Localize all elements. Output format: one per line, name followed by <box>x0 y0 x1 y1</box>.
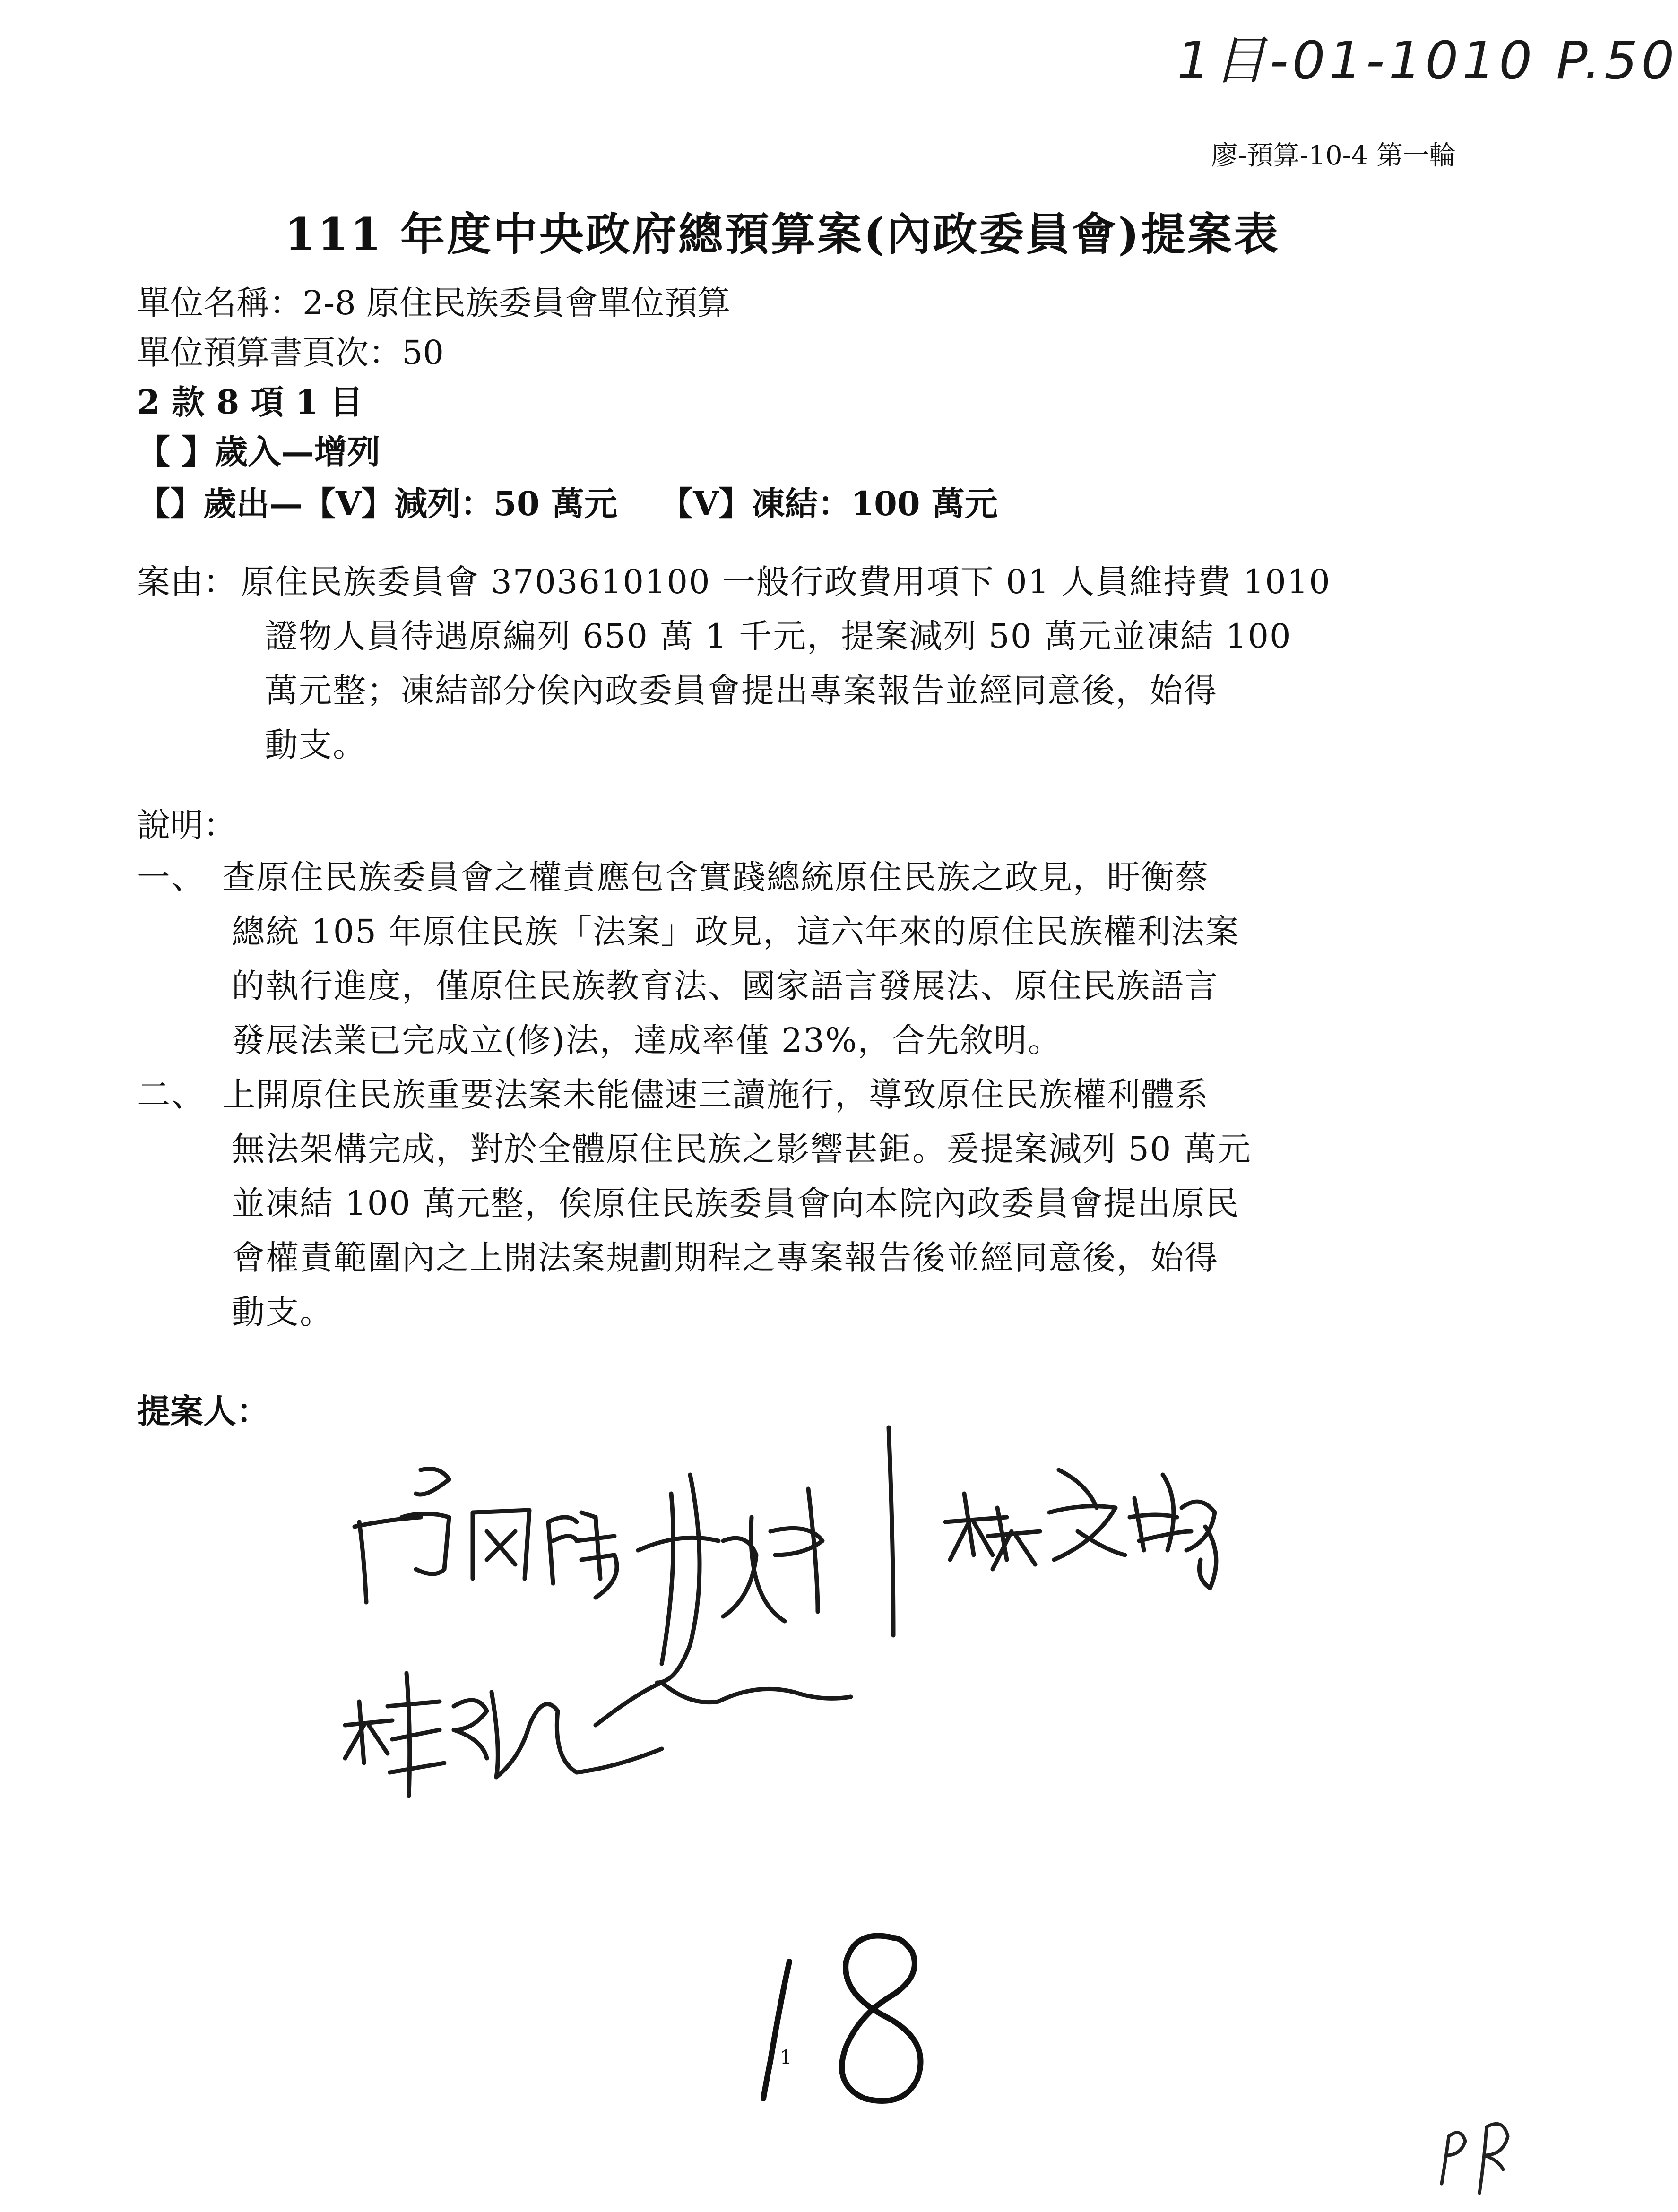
handwritten-signatures <box>331 1399 1371 1848</box>
explanation-line: 總統 105 年原住民族「法案」政見，這六年來的原住民族權利法案 <box>232 912 1240 951</box>
explanation-line: 會權責範圍內之上開法案規劃期程之專案報告後並經同意後，始得 <box>232 1238 1219 1277</box>
explanation-label: 說明： <box>137 806 236 845</box>
explanation-line: 的執行進度，僅原住民族教育法、國家語言發展法、原住民族語言 <box>232 967 1219 1005</box>
handwritten-number <box>737 1919 955 2117</box>
explanation-line: 上開原住民族重要法案未能儘速三讀施行，導致原住民族權利體系 <box>222 1075 1209 1114</box>
reason-line: 原住民族委員會 3703610100 一般行政費用項下 01 人員維持費 1010 <box>241 562 1331 601</box>
document-code: 廖-預算-10-4 第一輪 <box>1211 140 1456 171</box>
signature-3 <box>945 1470 1216 1588</box>
document-title: 111 年度中央政府總預算案(內政委員會)提案表 <box>285 208 1280 260</box>
handwritten-reference-code: 1目-01-1010 P.50 <box>1177 30 1678 91</box>
proposer-label: 提案人： <box>137 1391 269 1431</box>
signature-4 <box>345 1673 662 1796</box>
explanation-line: 並凍結 100 萬元整，俟原住民族委員會向本院內政委員會提出原民 <box>232 1184 1240 1223</box>
signature-1 <box>355 1469 617 1603</box>
reason-label: 案由： <box>137 562 236 601</box>
budget-item-code: 2 款 8 項 1 目 <box>137 382 363 422</box>
explanation-item-number: 一、 <box>137 858 205 897</box>
expense-line <box>137 477 998 525</box>
explanation-line: 查原住民族委員會之權責應包含實踐總統原住民族之政見，盱衡蔡 <box>222 858 1209 897</box>
explanation-line: 無法架構完成，對於全體原住民族之影響甚鉅。爰提案減列 50 萬元 <box>232 1130 1252 1168</box>
reason-line: 證物人員待遇原編列 650 萬 1 千元，提案減列 50 萬元並凍結 100 <box>265 617 1292 656</box>
unit-name: 單位名稱：2-8 原住民族委員會單位預算 <box>137 284 730 322</box>
unit-budget-page: 單位預算書頁次：50 <box>137 333 444 372</box>
freeze-amount: 【V】凍結：100 萬元 <box>660 484 998 523</box>
page-number: 1 <box>780 2047 792 2068</box>
handwritten-initials <box>1427 2108 1541 2203</box>
reason-line: 萬元整；凍結部分俟內政委員會提出專案報告並經同意後，始得 <box>265 671 1218 710</box>
signature-2 <box>596 1427 893 1725</box>
reason-line: 動支。 <box>265 726 367 764</box>
explanation-item-number: 二、 <box>137 1075 205 1114</box>
explanation-line: 發展法業已完成立(修)法，達成率僅 23%，合先敘明。 <box>232 1021 1062 1060</box>
explanation-line: 動支。 <box>232 1293 334 1331</box>
expense-reduction: 【】歲出—【V】減列：50 萬元 <box>137 484 618 523</box>
revenue-increase-line: 【 】歲入—增列 <box>137 432 381 471</box>
